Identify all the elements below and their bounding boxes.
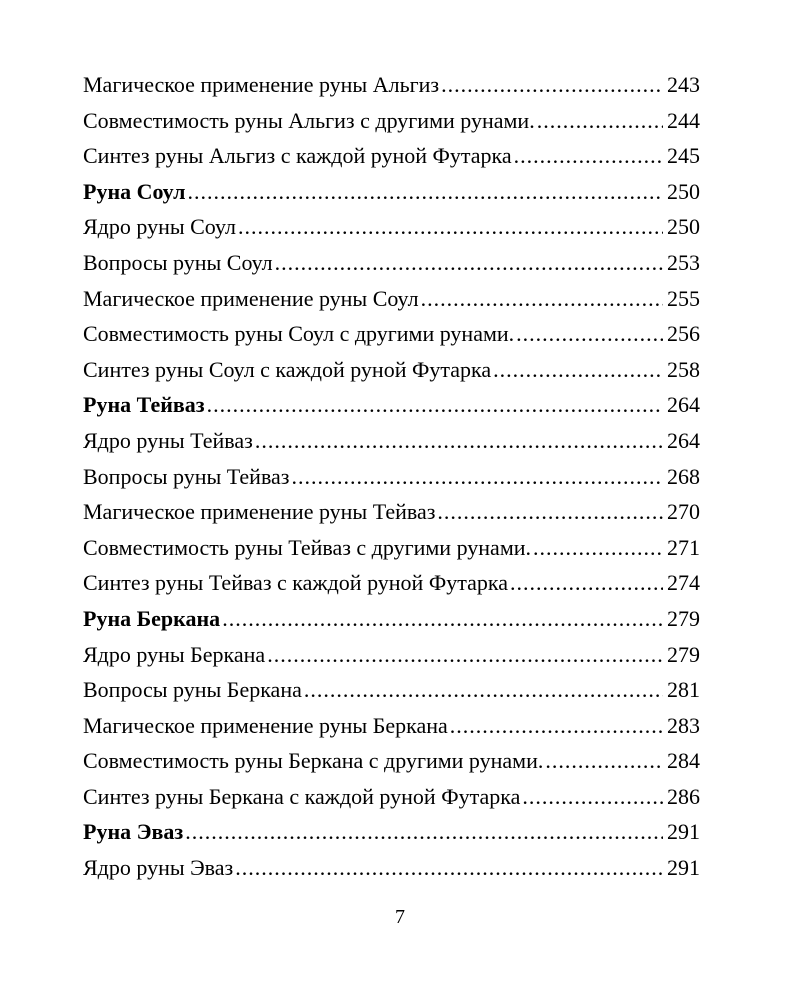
toc-entry	[83, 103, 700, 139]
dot-leader	[545, 743, 663, 779]
toc-entry-page: 271	[667, 534, 700, 560]
toc-section-heading	[83, 174, 700, 210]
toc-entry	[83, 672, 700, 708]
dot-leader	[267, 637, 663, 673]
toc-entry	[83, 423, 700, 459]
toc-entry	[83, 743, 700, 779]
dot-leader	[235, 850, 663, 886]
toc-entry-page: 258	[667, 356, 700, 382]
toc-entry-page: 274	[667, 570, 700, 596]
toc-entry-title: Руна Эваз	[83, 819, 184, 845]
dot-leader	[255, 423, 663, 459]
toc-entry-title: Вопросы руны Соул	[83, 249, 273, 275]
toc-entry-page: 256	[667, 321, 700, 347]
toc-entry-title: Ядро руны Тейваз	[83, 427, 253, 453]
toc-entry-title: Магическое применение руны Тейваз	[83, 499, 436, 525]
toc-entry-page: 286	[667, 783, 700, 809]
dot-leader	[493, 352, 663, 388]
toc-entry	[83, 708, 700, 744]
toc-entry	[83, 281, 700, 317]
toc-entry-title: Руна Беркана	[83, 605, 221, 631]
toc-entry-title: Совместимость руны Тейваз с другими рунами.	[83, 534, 532, 560]
toc-entry-page: 279	[667, 605, 700, 631]
toc-entry-title: Магическое применение руны Альгиз	[83, 72, 440, 97]
dot-leader	[238, 209, 663, 245]
toc-entry	[83, 245, 700, 281]
toc-entry-page: 283	[667, 712, 700, 738]
toc-entry-page: 244	[667, 107, 700, 133]
dot-leader	[292, 459, 664, 495]
toc-entry-title: Ядро руны Соул	[83, 214, 236, 240]
toc-entry-page: 255	[667, 285, 700, 311]
toc-entry-title: Руна Соул	[83, 178, 186, 204]
toc-entry-title: Вопросы руны Тейваз	[83, 463, 290, 489]
toc-entry-page: 279	[667, 641, 700, 667]
dot-leader	[537, 103, 663, 139]
dot-leader	[304, 672, 663, 708]
toc-entry-title: Ядро руны Эваз	[83, 855, 234, 881]
toc-entry-page: 268	[667, 463, 700, 489]
toc-section-heading	[83, 387, 700, 423]
toc-entry	[83, 352, 700, 388]
toc-entry	[83, 494, 700, 530]
toc-entry	[83, 316, 700, 352]
dot-leader	[522, 779, 663, 815]
toc-entry-title: Совместимость руны Альгиз с другими рунами.	[83, 107, 535, 133]
toc-entry-page: 264	[667, 392, 700, 418]
toc-entry	[83, 779, 700, 815]
dot-leader	[187, 174, 663, 210]
toc-entry-page: 245	[667, 143, 700, 169]
toc-entry-title: Магическое применение руны Соул	[83, 285, 419, 311]
table-of-contents	[83, 67, 700, 886]
toc-entry	[83, 209, 700, 245]
dot-leader	[437, 494, 663, 530]
toc-entry	[83, 850, 700, 886]
toc-entry-title: Руна Тейваз	[83, 392, 205, 418]
toc-entry-page: 270	[667, 499, 700, 525]
toc-entry-title: Ядро руны Беркана	[83, 641, 266, 667]
dot-leader	[533, 530, 663, 566]
toc-entry-title: Синтез руны Соул с каждой руной Футарка	[83, 356, 492, 382]
toc-entry-page: 250	[667, 178, 700, 204]
toc-entry	[83, 67, 700, 103]
toc-entry-page: 281	[667, 677, 700, 703]
toc-entry	[83, 637, 700, 673]
toc-entry-title: Совместимость руны Беркана с другими рунами.	[83, 748, 544, 774]
dot-leader	[207, 387, 663, 423]
toc-entry-title: Синтез руны Беркана с каждой руной Футарка	[83, 783, 521, 809]
toc-entry	[83, 565, 700, 601]
toc-entry-title: Совместимость руны Соул с другими рунами.	[83, 321, 515, 347]
dot-leader	[185, 814, 663, 850]
toc-entry-page: 243	[667, 72, 700, 97]
dot-leader	[514, 138, 663, 174]
toc-entry-title: Магическое применение руны Беркана	[83, 712, 448, 738]
toc-entry-title: Вопросы руны Беркана	[83, 677, 302, 703]
toc-entry-page: 291	[667, 819, 700, 845]
toc-entry	[83, 138, 700, 174]
toc-section-heading	[83, 814, 700, 850]
toc-entry-page: 284	[667, 748, 700, 774]
toc-entry-title: Синтез руны Альгиз с каждой руной Футарка	[83, 143, 512, 169]
toc-entry	[83, 530, 700, 566]
toc-entry	[83, 459, 700, 495]
toc-entry-page: 264	[667, 427, 700, 453]
toc-entry-title: Синтез руны Тейваз с каждой руной Футарка	[83, 570, 508, 596]
dot-leader	[275, 245, 663, 281]
dot-leader	[441, 67, 663, 103]
dot-leader	[516, 316, 663, 352]
toc-entry-page: 250	[667, 214, 700, 240]
toc-section-heading	[83, 601, 700, 637]
dot-leader	[510, 565, 663, 601]
dot-leader	[421, 281, 663, 317]
dot-leader	[222, 601, 663, 637]
dot-leader	[450, 708, 663, 744]
toc-entry-page: 253	[667, 249, 700, 275]
page-number: 7	[395, 906, 405, 928]
toc-entry-page: 291	[667, 855, 700, 881]
